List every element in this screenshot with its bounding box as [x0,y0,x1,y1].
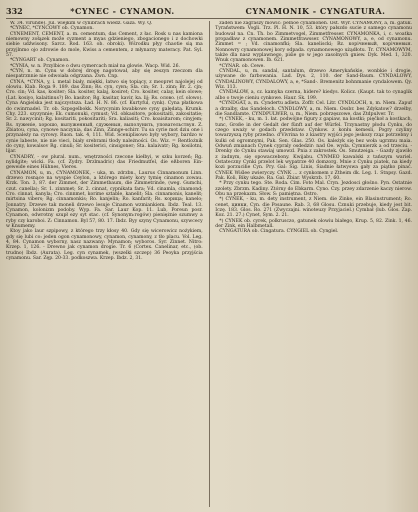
left-running-head: *CYNEC - CYNAMON. [70,6,175,16]
dictionary-entry: CYNAMON, u, m., CYNAMONEK, - uka, m. zdrzbn., Laurus Cinnamonum Linn. drzewo rosnące na wyspie Ceylon, a którego miety kory tymię cinamon zowau. Krzk. Ton. 3, 87. der Zimmet, der Zimmetbaum, die Zimmetrinde, (weg. Gumchi, czut. canella); Sr. 1. zinnmet; Sr. 2. cinnat, cypnikata fara; Vd. cinamla, cinamond; Cro. cinnat, kanyla; Cro. cinnmet, korime sztable, kanelit; Sla. cinnamonis, kanelit; mirtsina vibers; Rg. cinnamonkis; Ro. kanjelin; Ro. kanfarit; Rs. корица; kanelo; Jonnatry. Drzewe tak moneli drzewo lesuje Cinamon wzmiankiem. Ibdz. Teal. 13. Cynamon, kolonizm podoby. Wyp. Fa. Sar. Laur Kop. 11. Lub, Poreun posr. Cynamon, odwrotny szupł ezy syt stac. (cf. Synonym:rogów) pieniężnie szumwy a ryby czy karoboi. Z: Cinnamon. Byl 57, 80. 17. Ibdz. Byy szyny Cynamonu, szywcecy w Knumemy. [6,170,203,230]
text-columns [6,21,412,507]
dictionary-entry: *CYNEC, *CYNCOWY ob. Cynamon. [10,26,94,32]
dictionary-entry: *CYNAR. ob. Cewe. [219,63,265,69]
dictionary-entry: CYNA, *CYNA, y, i. metal biały, miękki, łatwo się topiący, z meopret najolejej od olowiu. Klab. Roga 9. 189. das Zinn; Rs. cyn, сyнъ; Sla. cin; Sr. 1. zinn; Br. 2. cjn; Cro. cin; Vd. kas, kositer; Sla. kositer, kalaj, kosiret; Cro. kositer, calay, kein olowe; (Lat. kosiyo, kalaitinus?) Bo. kasitor; Rg. kasitar, kavir, ka. lij; Rs. олово. (cf. olowo). Cyna Angielska jest najczystsza. Ład. H. N. 86. (cf. Kurtyful, cynk). Cyna płatkowa do cwinrnadel. Tr. ob. Szpogelbokk. Norycynim kwabkowe cyny galędatą. Krumk. Chy. 223. szyzynnie; Ek. cumonuki, cymust; Vd. obkasitore, pokositaiti, zakositatie; Sr. 2. nawycinit; Rg. kositariti, pokositariti; Sra. kaliasiti; Cro. koaisitarom; cinyjem; Rs. луженіе, хорошо, вылуженный, сдуженыя, выполунить, уповательствуя. Z. Zbiatou, cyna, cynowe naczynia, das Zinn, Zinnge-schirr. Tu sa cyrie mot dziu one i przynależy na cyrowy. Ruon. tak. 4, 111. Wid. Sceniplisowo były wybory, bardzo w cynie labeste, nie nie vieci, biały srebrami tłody należności. Os. Wiz. = Rentlożnik do cyny, kowalsov Rg. cinuli; Sr. kositerici, cinsigoner; Sta. kalaivatr; Rg. kosilotni, lijar. [6,79,203,155]
dictionary-entry: *CYN, n. m. Cynu w dobrej drogę nagotował, aby się zeszyn rzeczom dla niespatrznnie nie odwoiała odgrzana. Zwn. Cnp. [6,69,203,80]
dictionary-entry: *) CYNEK ob. cyrek, polkrusczo, gatunek olowiu białego, Krup. 5, 82. Zink. 1, 46. der Zink, ein Halbmetall. [215,218,412,230]
page-number: 332 [6,6,23,16]
dictionary-entry: *CYNDGAT, a, m. Cyndertu adleta. Zoffr. Cel. Litr. CYNDLOCH, n, m. Niem. Zapuf a drzalby, das Sandeloch. CYNDLOWY, a, m. Niem. Ossbr. bes Zdykatow? drzełby, die Sandlamte. CYNDPULWER, u, m., Niem. pobrzęszowe, das Ztdpulver. Tr. [215,101,412,117]
right-column [215,21,412,507]
dictionary-entry: CYNEMENT, CEMENT, a. m. cementum, das Cement, z łac. Rosk u nas kamiona niemowny zołązek može cyzment a myas gdzieniego, zbogacionego i z dochowki siebie udźwisony. Sarcz. Rod. 163. ob. obroki). Wśrodku płyy chaotie sią ma przyjlnmo ojo zdrowie do mole, Kwiss a cementem, z młynarzy materacy. Pat. Syl. 57. [6,31,203,59]
dictionary-entry: CYNDAL, u, m. sandal, santalum, drzewo Amerykańskie, wonbkie i drogie, używane do farbowania. Lad. Dys. 2, 110. der Sand-Baum. CYNDALOWY, CYNDALINOWY, CYNDALOWY, a, e, *Sand-. Bremenitz bohnmanie cyndalowem. Qy. Wiz. 113. [215,69,412,91]
dictionary-entry: *) CYNEK, - ku, m. dety instrument, z Niem. die Zinke, ein Blasinstrument; Ro. cenet, цинки, Cyn. die Posaune. Rab. 3, 68 Glosu. Cznuki przebuje, kiedy jest bit. Iczę. 183. Glos. Ro. 271 (Zwyczajni. winoteuzy Przyjaciel.) Cymbał (lub. Glos. Zap. Koz. 21. 27.) Cynet, Sym. 2. 21. [215,197,412,219]
dictionary-entry: CYNGATURA ob. Cingatura. CYNGIEL ob. Cyngiel. [219,229,339,235]
page-header [6,4,412,19]
column-divider [209,21,210,507]
dictionary-entry: * Przy cynku tego. Ste. Roda. Cim. Foto Mal. Cryn. Jezdosci głośno. Pyn. Ostatnie zzolety. Zbrzm. Kadiny. Ztórny do Ebkarm. Cyno. Czy. przey zdarzenie kaczy nierow. Obu na przekazm. Słow. S: pamiętna. Ostro. [215,181,412,197]
dictionary-entry: *CYNGART ob. Cynamon. [10,58,70,64]
left-column [6,21,203,507]
dictionary-entry: W. 34. virunde). Jul. wiejkim w cynibrach wiedz. Gaza. Wy. Q. [10,21,153,26]
dictionary-entry: żaden nie zagraszy mówić: pelnoe cynamonen. Ost. Wyr. CYNAMONY, a, m. gatuk. Tyraństwem: Vogli. Trz. Pl. H. N. 10, 53. który pałszdo sucie z samego cynamonu budował na. Cn. Th. bo Zimmetvogel, Zimmetfresser. CYNAMONKA, i, c. woatka propadław z cynamonem. Zimmetfrawsser. CYNAMONOWY, a, e, od cynamonu. Zimmet = ; Vd. cinamonfki; Sla. kaneliscki; Rz. корiчневый, корiчневыя. Nonnowry cynamonowej kory odpada. cynamonowego użądłotu. Tr. CYNAMOWYM, także dla nasz wyplawnego, piśie go w jego zasolnych gniew. Dyk. Med. 1, 320. Wnuk cynamonowen. Ib. 621. [215,21,412,64]
dictionary-entry: CYNDALOW, a, cz. kamyka czerna, hidere? kiedys. Kolicz. (Kaupt. tak to cynaglik albo o twoje cieniu cynkowe. Haur. Sk. 199. [215,90,412,101]
dictionary-entry: CYNADRY, - ow plural. num., wnętrzności rzecone kiełbyi, w szku korzeń; Rg. nylidgite; wicki. Fa. (cf. Zydry. Drzlmadric) das Friedmutfel, die eßboren Ein-geweide eines Hühnes, Vieres. [6,154,203,171]
dictionary-entry: *) CYNEK, - ku, m. 1. łat. podwójne figury z gapiaw, na kostki; pięćkoł a kostkach, tunc, Große in der Gedalt der fünft auf der Würfel. Trzynastny płodu Cynku, do czego uważy w godach przedstaw. Cynkow. z konłu kemesli, Pogry czyliny towarzyszą ryby przedno. d'Vivrina to z kiastry wyjści jego jeskozy rząz potrzebny i kulki od ogromnymi, Pak. Sen. Glas. 250. Os. kależyk się bez woła ugrzmu maia. Odwuń zmianach Cynek cypraly osdedzir: nad Oe. wyda. Cymnierzk a od trzeciu. - Drenky do Cynku stawiaj umowzl. Pnia z zakrostek. Os. Smutzeiga. - Gazdy zjawiło z żadnym, się opowaczebony. Kwijabu. CYNMEO kawalski z tańszym wariel. Ostateczny Cynki przelot lek wypatrze 40 domzorg. Mnie z Cynku piatek, na kiedy kozi porzuciłie Cyn. Pry. Gal: Sig. Linis, Siadnie łatwyswa gały za piątko pinać. CYNEK Wiślee zwieryczy. CYNK ... z cynkomem z Ztheim dk. Leg. 1. Stnpsy. Gazd. Pak. Koli, Biky ukaże. Ra. Gal. Zbiar. Wyskrzb. 17, 60. [215,117,412,181]
dictionary-entry: Ktoy jako laur szpipowy, z którego trzy kłosy 40. Gdy się wicerowicz nożykiem, gdy się lubi co: jeden ogon cynamonowy, cynamon, cynamony, z tło placu. Vol. Leg. 4, 84. Cynamon wyborny, nasz nazwany: Mynamon; wyboros. Syr. Zinnet. Nitro: Krzep. 1, 126. - Drewno jak cynamon drogie. Tr. 6 (Cortex. Canelinar, etc., (ob. trudno) Ibdz. (Aurata). Leg. cyn cynamek, (wszelki szczep) 36 Peoyka przyjścia cynamonu. Sar. Zęp. 20-33. podkoszwa. Krzep. Ibdz. 2, 31. [6,229,203,262]
dictionary-entry: *CYNIA, w. n. Przylbice o dwu cymercach miał na glowie. Wacp. Wid. 26. [10,63,180,69]
right-running-head: CYNAMONIK - CYNGATURA. [245,6,386,16]
